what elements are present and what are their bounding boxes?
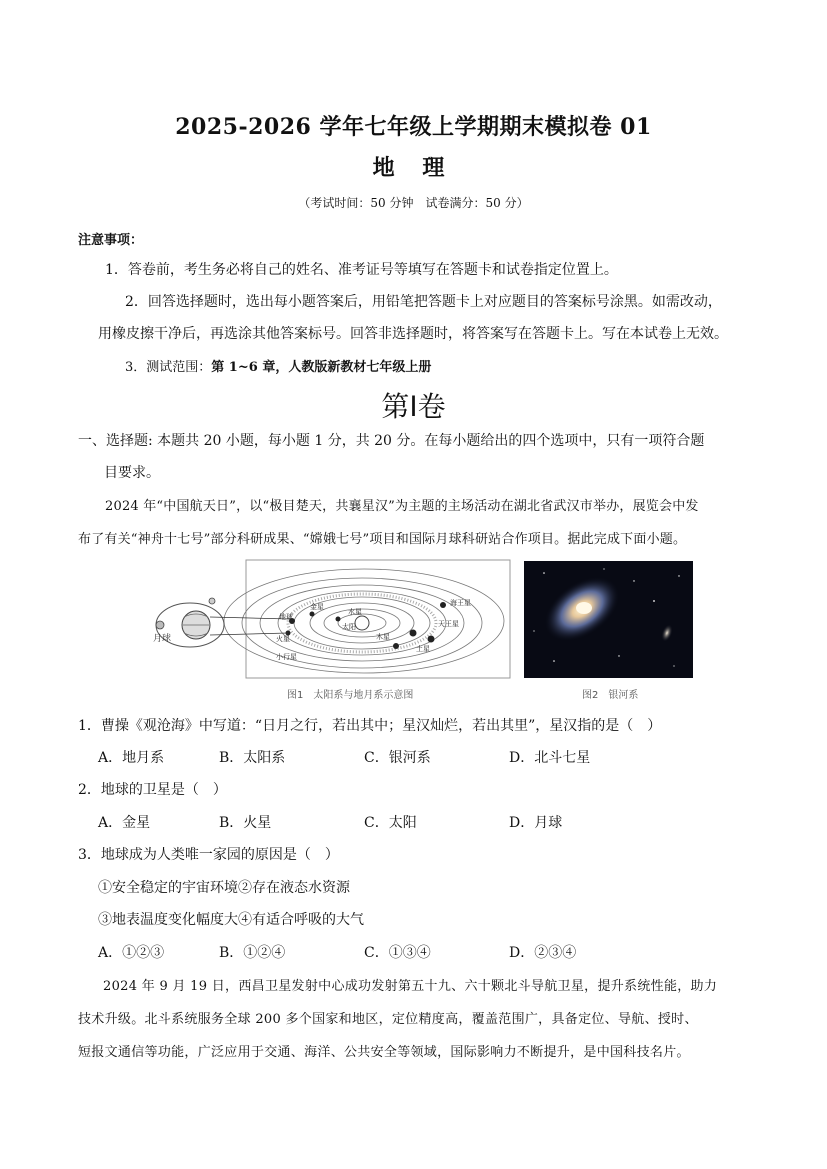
question-3-option-d: D．②③④: [509, 945, 577, 961]
question-3-option-b: B．①②④: [219, 945, 286, 961]
label-uranus: 天王星: [438, 620, 459, 628]
notice-item-3-scope: 第 1~6 章，人教版新教材七年级上册: [211, 360, 432, 375]
passage-2-line-2: 技术升级。北斗系统服务全球 200 多个国家和地区，定位精度高，覆盖范围广，具备定位、导航、授时、: [78, 1012, 698, 1027]
question-2-option-a: A．金星: [98, 815, 151, 831]
section-1-instructions: 一、选择题: 本题共 20 小题，每小题 1 分，共 20 分。在每小题给出的四个选项中，只有一项符合题: [78, 433, 705, 449]
notice-item-2-line-1: 2．回答选择题时，选出每小题答案后，用铅笔把答题卡上对应题目的答案标号涂黑。如需改动，: [125, 294, 722, 310]
label-neptune: 海王星: [450, 599, 471, 607]
subject-title: 地 理: [372, 155, 455, 181]
galaxy-core: [576, 602, 592, 614]
question-1-option-d: D．北斗七星: [509, 750, 591, 766]
label-mercury: 水星: [348, 608, 362, 616]
question-3-option-c: C．①③④: [364, 945, 431, 961]
label-sun: 太阳: [342, 623, 356, 631]
question-3-statements-1: ①安全稳定的宇宙环境②存在液态水资源: [98, 880, 350, 896]
notice-item-3-prefix: 3．测试范围：: [125, 360, 212, 375]
question-1-stem: 1．曹操《观沧海》中写道：“日月之行，若出其中；星汉灿烂，若出其里”，星汉指的是（ ）: [78, 718, 662, 734]
question-3-stem: 3．地球成为人类唯一家园的原因是（ ）: [78, 847, 339, 863]
passage-2-line-3: 短报文通信等功能，广泛应用于交通、海洋、公共安全等领域，国际影响力不断提升，是中国科技名片。: [78, 1045, 690, 1060]
label-earth: 地球: [279, 613, 293, 621]
notice-item-1: 1．答卷前，考生务必将自己的姓名、准考证号等填写在答题卡和试卷指定位置上。: [105, 262, 618, 278]
question-2-stem: 2．地球的卫星是（ ）: [78, 782, 227, 798]
question-3-statements-2: ③地表温度变化幅度大④有适合呼吸的大气: [98, 912, 364, 928]
label-mars: 火星: [276, 635, 290, 643]
question-1-option-a: A．地月系: [98, 750, 165, 766]
exam-title: 2025-2026 学年七年级上学期期末模拟卷 01: [175, 114, 652, 140]
question-1-option-b: B．太阳系: [219, 750, 286, 766]
figure-2-caption: 图2 银河系: [582, 690, 639, 701]
label-moon: 月球: [153, 634, 172, 644]
exam-info: （考试时间：50 分钟 试卷满分：50 分）: [298, 196, 529, 210]
question-2-option-d: D．月球: [509, 815, 563, 831]
notice-item-2-line-2: 用橡皮擦干净后，再选涂其他答案标号。回答非选择题时，将答案写在答题卡上。写在本试卷上无效。: [98, 326, 728, 342]
sun-symbol: [355, 616, 369, 630]
notice-heading: 注意事项：: [78, 233, 144, 248]
passage-1-line-1: 2024 年“中国航天日”，以“极目楚天，共襄星汉”为主题的主场活动在湖北省武汉市举办，展览会中发: [105, 499, 699, 514]
question-2-option-b: B．火星: [219, 815, 272, 831]
section-1-instructions-cont: 目要求。: [104, 465, 160, 481]
question-1-option-c: C．银河系: [364, 750, 431, 766]
moon-dot: [156, 621, 164, 629]
label-jupiter: 木星: [376, 633, 390, 641]
passage-2-line-1: 2024 年 9 月 19 日，西昌卫星发射中心成功发射第五十九、六十颗北斗导航卫星，提升系统性能，助力: [103, 979, 718, 994]
question-2-option-c: C．太阳: [364, 815, 417, 831]
passage-1-line-2: 布了有关“神舟十七号”部分科研成果、“嫦娥七号”项目和国际月球科研站合作项目。据此完成下面小题。: [78, 532, 687, 547]
figure-1-caption: 图1 太阳系与地月系示意图: [287, 690, 414, 701]
label-asteroid: 小行星: [276, 653, 297, 661]
part-title: 第Ⅰ卷: [381, 392, 446, 423]
label-venus: 金星: [310, 603, 324, 611]
milky-way-photo: [524, 561, 693, 678]
label-saturn: 土星: [416, 645, 430, 653]
solar-system-diagram: [150, 559, 512, 679]
question-3-option-a: A．①②③: [98, 945, 165, 961]
notice-item-3: [125, 356, 431, 375]
